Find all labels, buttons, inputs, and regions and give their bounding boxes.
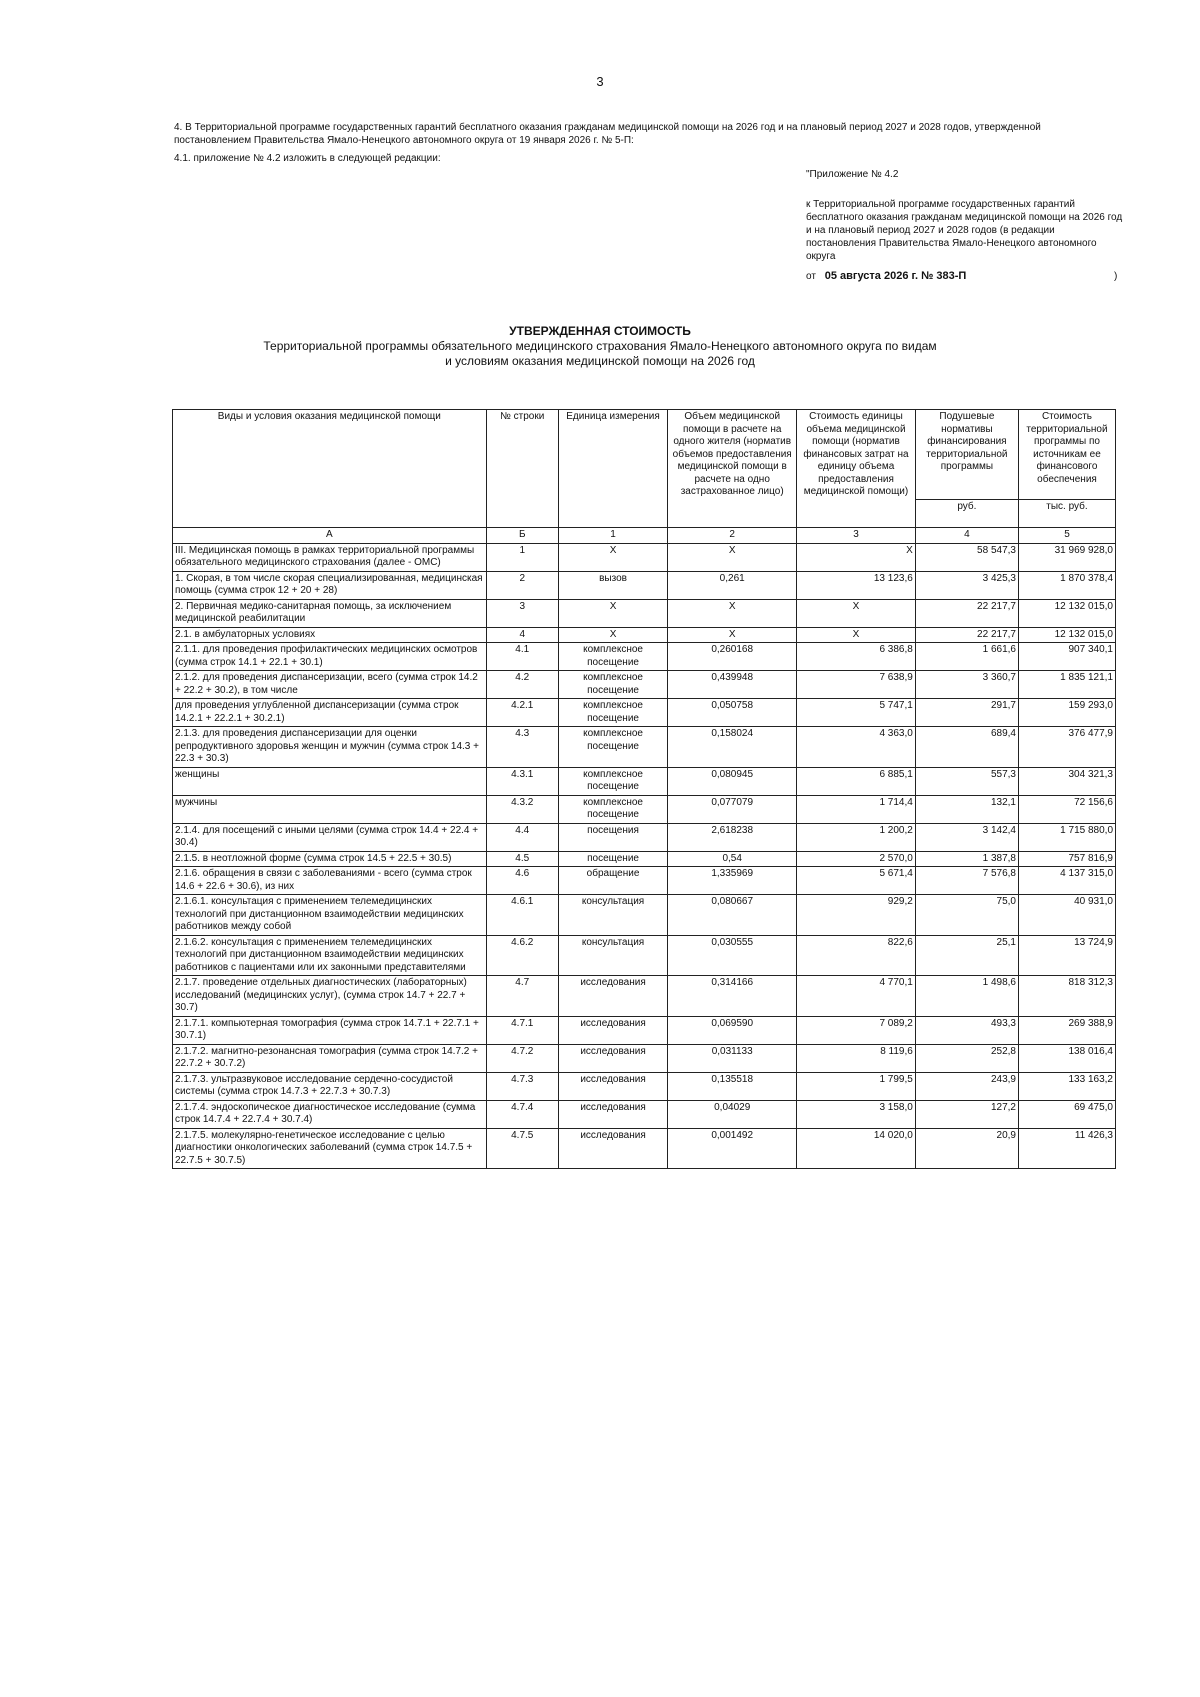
index-row: [173, 528, 1116, 544]
table-row: [173, 571, 1116, 599]
row-number: 4.5: [486, 851, 558, 867]
row-number: 4.6: [486, 867, 558, 895]
row-number: 3: [486, 599, 558, 627]
row-name: для проведения углубленной диспансеризации (сумма строк 14.2.1 + 22.2.1 + 30.2.1): [173, 699, 487, 727]
row-total-cost: 133 163,2: [1018, 1072, 1115, 1100]
table-row: [173, 1072, 1116, 1100]
table-row: [173, 671, 1116, 699]
row-unit-cost: 1 200,2: [797, 823, 916, 851]
row-total-cost: 376 477,9: [1018, 727, 1115, 768]
appendix-date-suffix: ): [1114, 271, 1118, 282]
row-unit: комплексное посещение: [558, 795, 667, 823]
row-per-capita: 557,3: [915, 767, 1018, 795]
row-volume: X: [668, 543, 797, 571]
row-name: 2.1.6.1. консультация с применением телемедицинских технологий при дистанционном взаимодействии медицинских работников между собой: [173, 895, 487, 936]
row-number: 4.2.1: [486, 699, 558, 727]
row-unit: X: [558, 543, 667, 571]
row-name: 2.1.6.2. консультация с применением телемедицинских технологий при дистанционном взаимодействии медицинских работников с пациентами или их законными представителями: [173, 935, 487, 976]
row-number: 4.7: [486, 976, 558, 1017]
row-per-capita: 127,2: [915, 1100, 1018, 1128]
row-total-cost: 31 969 928,0: [1018, 543, 1115, 571]
row-unit-cost: X: [797, 599, 916, 627]
row-per-capita: 25,1: [915, 935, 1018, 976]
row-per-capita: 20,9: [915, 1128, 1018, 1169]
row-per-capita: 3 360,7: [915, 671, 1018, 699]
row-volume: 0,080945: [668, 767, 797, 795]
page-number: 3: [596, 74, 604, 89]
row-unit-cost: 3 158,0: [797, 1100, 916, 1128]
row-number: 4.4: [486, 823, 558, 851]
row-per-capita: 252,8: [915, 1044, 1018, 1072]
row-unit-cost: X: [797, 627, 916, 643]
row-name: мужчины: [173, 795, 487, 823]
row-volume: 0,030555: [668, 935, 797, 976]
row-total-cost: 907 340,1: [1018, 643, 1115, 671]
table-row: [173, 935, 1116, 976]
row-per-capita: 58 547,3: [915, 543, 1018, 571]
row-unit: исследования: [558, 1100, 667, 1128]
row-number: 4.3.1: [486, 767, 558, 795]
row-unit: консультация: [558, 895, 667, 936]
row-total-cost: 269 388,9: [1018, 1016, 1115, 1044]
row-name: III. Медицинская помощь в рамках территориальной программы обязательного медицинского страхования (далее - ОМС): [173, 543, 487, 571]
appendix-label: "Приложение № 4.2: [806, 169, 899, 180]
table-row: [173, 895, 1116, 936]
row-unit-cost: 1 799,5: [797, 1072, 916, 1100]
row-total-cost: 11 426,3: [1018, 1128, 1115, 1169]
table-row: [173, 643, 1116, 671]
table-row: [173, 599, 1116, 627]
row-number: 4.7.3: [486, 1072, 558, 1100]
row-unit-cost: 4 770,1: [797, 976, 916, 1017]
row-total-cost: 818 312,3: [1018, 976, 1115, 1017]
row-unit: консультация: [558, 935, 667, 976]
row-per-capita: 493,3: [915, 1016, 1018, 1044]
appendix-date-prefix: от: [806, 271, 816, 282]
table-row: [173, 1044, 1116, 1072]
row-unit: посещения: [558, 823, 667, 851]
table-row: [173, 867, 1116, 895]
row-unit-cost: 6 386,8: [797, 643, 916, 671]
header-unit: Единица измерения: [558, 410, 667, 528]
table-row: [173, 795, 1116, 823]
row-number: 4: [486, 627, 558, 643]
header-total-cost: Стоимость территориальной программы по источникам ее финансового обеспечения: [1018, 410, 1115, 500]
table-row: [173, 1016, 1116, 1044]
table-row: [173, 727, 1116, 768]
row-number: 4.7.2: [486, 1044, 558, 1072]
row-total-cost: 12 132 015,0: [1018, 599, 1115, 627]
row-name: 2.1.7.5. молекулярно-генетическое исследование с целью диагностики онкологических заболеваний (сумма строк 14.7.5 + 22.7.5 + 30.7.5): [173, 1128, 487, 1169]
row-total-cost: 69 475,0: [1018, 1100, 1115, 1128]
intro-paragraph-2: 4.1. приложение № 4.2 изложить в следующей редакции:: [174, 153, 441, 164]
row-total-cost: 1 715 880,0: [1018, 823, 1115, 851]
row-name: 2.1.7. проведение отдельных диагностических (лабораторных) исследований (медицинских услуг), (сумма строк 14.7 + 22.7 + 30.7): [173, 976, 487, 1017]
row-unit: комплексное посещение: [558, 671, 667, 699]
row-volume: X: [668, 599, 797, 627]
row-unit: комплексное посещение: [558, 643, 667, 671]
row-per-capita: 1 661,6: [915, 643, 1018, 671]
header-total-cost-unit: тыс. руб.: [1018, 500, 1115, 528]
row-volume: 0,439948: [668, 671, 797, 699]
row-unit-cost: 7 638,9: [797, 671, 916, 699]
row-volume: 0,261: [668, 571, 797, 599]
row-name: женщины: [173, 767, 487, 795]
row-unit-cost: X: [797, 543, 916, 571]
row-volume: 0,135518: [668, 1072, 797, 1100]
row-unit: исследования: [558, 1044, 667, 1072]
index-cell: А: [173, 528, 487, 544]
row-per-capita: 22 217,7: [915, 599, 1018, 627]
row-volume: 0,080667: [668, 895, 797, 936]
table-row: [173, 1128, 1116, 1169]
row-unit: исследования: [558, 1016, 667, 1044]
row-volume: 0,050758: [668, 699, 797, 727]
index-cell: 1: [558, 528, 667, 544]
row-volume: 0,031133: [668, 1044, 797, 1072]
row-per-capita: 75,0: [915, 895, 1018, 936]
row-number: 4.2: [486, 671, 558, 699]
table-row: [173, 767, 1116, 795]
row-name: 2.1.7.4. эндоскопическое диагностическое исследование (сумма строк 14.7.4 + 22.7.4 + 30.7.4): [173, 1100, 487, 1128]
row-per-capita: 689,4: [915, 727, 1018, 768]
row-total-cost: 12 132 015,0: [1018, 627, 1115, 643]
row-unit: вызов: [558, 571, 667, 599]
header-kind: Виды и условия оказания медицинской помощи: [173, 410, 487, 528]
row-unit: исследования: [558, 1128, 667, 1169]
index-cell: Б: [486, 528, 558, 544]
row-total-cost: 159 293,0: [1018, 699, 1115, 727]
row-volume: 0,158024: [668, 727, 797, 768]
row-per-capita: 7 576,8: [915, 867, 1018, 895]
row-unit: посещение: [558, 851, 667, 867]
row-number: 2: [486, 571, 558, 599]
row-name: 2.1.5. в неотложной форме (сумма строк 14.5 + 22.5 + 30.5): [173, 851, 487, 867]
row-total-cost: 4 137 315,0: [1018, 867, 1115, 895]
row-unit-cost: 5 747,1: [797, 699, 916, 727]
header-volume: Объем медицинской помощи в расчете на одного жителя (норматив объемов предоставления медицинской помощи в расчете на одно застрахованное лицо): [668, 410, 797, 528]
row-total-cost: 1 835 121,1: [1018, 671, 1115, 699]
row-per-capita: 132,1: [915, 795, 1018, 823]
row-per-capita: 1 498,6: [915, 976, 1018, 1017]
row-per-capita: 3 425,3: [915, 571, 1018, 599]
row-volume: 0,260168: [668, 643, 797, 671]
table-row: [173, 699, 1116, 727]
header-unit-cost: Стоимость единицы объема медицинской помощи (норматив финансовых затрат на единицу объема предоставления медицинской помощи): [797, 410, 916, 528]
index-cell: 2: [668, 528, 797, 544]
document-title: [0, 324, 1200, 369]
row-number: 4.3: [486, 727, 558, 768]
row-total-cost: 304 321,3: [1018, 767, 1115, 795]
row-number: 1: [486, 543, 558, 571]
header-per-capita-unit: руб.: [915, 500, 1018, 528]
table-row: [173, 851, 1116, 867]
row-unit: X: [558, 599, 667, 627]
row-unit-cost: 13 123,6: [797, 571, 916, 599]
index-cell: 4: [915, 528, 1018, 544]
row-name: 2.1. в амбулаторных условиях: [173, 627, 487, 643]
row-total-cost: 1 870 378,4: [1018, 571, 1115, 599]
row-volume: 0,001492: [668, 1128, 797, 1169]
row-unit-cost: 6 885,1: [797, 767, 916, 795]
cost-table: [172, 409, 1116, 1169]
row-volume: 0,04029: [668, 1100, 797, 1128]
row-per-capita: 291,7: [915, 699, 1018, 727]
row-unit-cost: 5 671,4: [797, 867, 916, 895]
row-total-cost: 138 016,4: [1018, 1044, 1115, 1072]
row-name: 1. Скорая, в том числе скорая специализированная, медицинская помощь (сумма строк 12 + 20 + 28): [173, 571, 487, 599]
row-unit: комплексное посещение: [558, 699, 667, 727]
row-unit-cost: 2 570,0: [797, 851, 916, 867]
row-unit: X: [558, 627, 667, 643]
row-total-cost: 72 156,6: [1018, 795, 1115, 823]
row-unit-cost: 14 020,0: [797, 1128, 916, 1169]
row-name: 2.1.4. для посещений с иными целями (сумма строк 14.4 + 22.4 + 30.4): [173, 823, 487, 851]
row-name: 2.1.1. для проведения профилактических медицинских осмотров (сумма строк 14.1 + 22.1 + 30.1): [173, 643, 487, 671]
header-per-capita: Подушевые нормативы финансирования территориальной программы: [915, 410, 1018, 500]
row-volume: 2,618238: [668, 823, 797, 851]
row-number: 4.1: [486, 643, 558, 671]
row-name: 2.1.7.1. компьютерная томография (сумма строк 14.7.1 + 22.7.1 + 30.7.1): [173, 1016, 487, 1044]
table-row: [173, 823, 1116, 851]
row-unit-cost: 4 363,0: [797, 727, 916, 768]
index-cell: 3: [797, 528, 916, 544]
row-total-cost: 757 816,9: [1018, 851, 1115, 867]
row-volume: 0,077079: [668, 795, 797, 823]
row-name: 2.1.7.3. ультразвуковое исследование сердечно-сосудистой системы (сумма строк 14.7.3 + 22.7.3 + 30.7.3): [173, 1072, 487, 1100]
row-unit: исследования: [558, 976, 667, 1017]
row-number: 4.7.5: [486, 1128, 558, 1169]
row-name: 2. Первичная медико-санитарная помощь, за исключением медицинской реабилитации: [173, 599, 487, 627]
title-main: УТВЕРЖДЕННАЯ СТОИМОСТЬ: [509, 324, 691, 338]
row-number: 4.3.2: [486, 795, 558, 823]
index-cell: 5: [1018, 528, 1115, 544]
row-per-capita: 243,9: [915, 1072, 1018, 1100]
row-unit: комплексное посещение: [558, 767, 667, 795]
appendix-date-value: 05 августа 2026 г. № 383-П: [824, 270, 967, 282]
row-number: 4.7.4: [486, 1100, 558, 1128]
row-number: 4.6.2: [486, 935, 558, 976]
row-volume: 0,069590: [668, 1016, 797, 1044]
row-unit: исследования: [558, 1072, 667, 1100]
table-body: [173, 543, 1116, 1169]
header-row-number: № строки: [486, 410, 558, 528]
row-volume: X: [668, 627, 797, 643]
row-name: 2.1.7.2. магнитно-резонансная томография (сумма строк 14.7.2 + 22.7.2 + 30.7.2): [173, 1044, 487, 1072]
row-unit-cost: 1 714,4: [797, 795, 916, 823]
table-row: [173, 543, 1116, 571]
row-total-cost: 40 931,0: [1018, 895, 1115, 936]
row-name: 2.1.2. для проведения диспансеризации, всего (сумма строк 14.2 + 22.2 + 30.2), в том числе: [173, 671, 487, 699]
appendix-date-line: [806, 270, 1124, 283]
row-name: 2.1.3. для проведения диспансеризации для оценки репродуктивного здоровья женщин и мужчин (сумма строк 14.3 + 22.3 + 30.3): [173, 727, 487, 768]
row-name: 2.1.6. обращения в связи с заболеваниями - всего (сумма строк 14.6 + 22.6 + 30.6), из них: [173, 867, 487, 895]
intro-paragraph-1: 4. В Территориальной программе государственных гарантий бесплатного оказания гражданам медицинской помощи на 2026 год и на плановый период 2027 и 2028 годов, утвержденной постановлением Правительства Ямало-Ненецкого автономного округа от 19 января 2026 г. № 5-П:: [174, 122, 1041, 146]
row-per-capita: 3 142,4: [915, 823, 1018, 851]
table-row: [173, 976, 1116, 1017]
appendix-reference: к Территориальной программе государственных гарантий бесплатного оказания гражданам медицинской помощи на 2026 год и на плановый период 2027 и 2028 годов (в редакции постановления Правительства Ямало-Ненецкого автономного округа: [806, 199, 1123, 262]
row-volume: 1,335969: [668, 867, 797, 895]
row-unit-cost: 929,2: [797, 895, 916, 936]
row-per-capita: 22 217,7: [915, 627, 1018, 643]
title-line-2: Территориальной программы обязательного медицинского страхования Ямало-Ненецкого автономного округа по видам: [263, 339, 937, 353]
row-unit-cost: 7 089,2: [797, 1016, 916, 1044]
row-volume: 0,54: [668, 851, 797, 867]
row-volume: 0,314166: [668, 976, 797, 1017]
row-number: 4.6.1: [486, 895, 558, 936]
table-row: [173, 1100, 1116, 1128]
row-total-cost: 13 724,9: [1018, 935, 1115, 976]
row-unit: комплексное посещение: [558, 727, 667, 768]
row-unit-cost: 8 119,6: [797, 1044, 916, 1072]
row-unit-cost: 822,6: [797, 935, 916, 976]
row-per-capita: 1 387,8: [915, 851, 1018, 867]
row-unit: обращение: [558, 867, 667, 895]
title-line-3: и условиям оказания медицинской помощи на 2026 год: [445, 354, 755, 368]
table-row: [173, 627, 1116, 643]
row-number: 4.7.1: [486, 1016, 558, 1044]
